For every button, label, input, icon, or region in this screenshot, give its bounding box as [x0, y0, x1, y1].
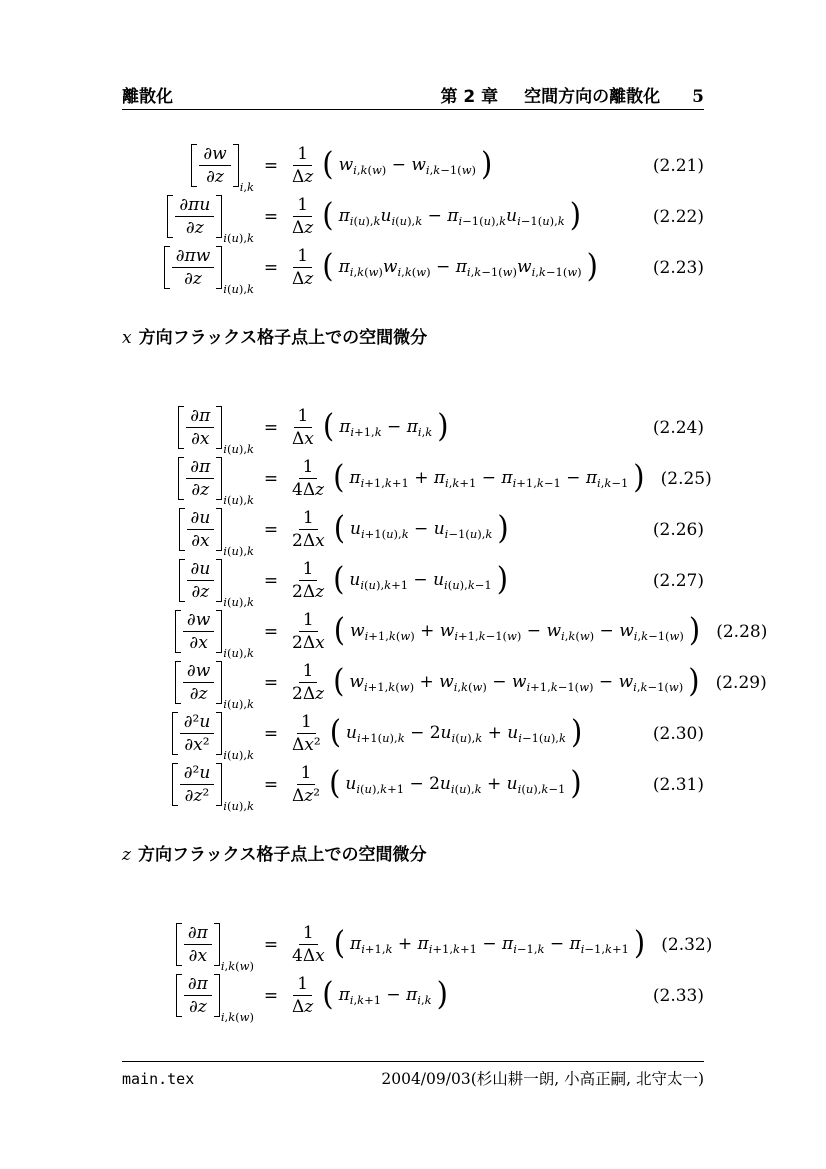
section-heading	[122, 328, 704, 349]
equation-lhs	[164, 245, 254, 297]
equals-sign: =	[263, 468, 279, 489]
coefficient-fraction: $\frac{1}{\Delta z}$	[292, 973, 314, 1017]
left-paren-icon: (	[333, 662, 345, 700]
bracket-group	[175, 610, 222, 653]
equation-row	[122, 191, 704, 246]
equation-number: (2.21)	[652, 155, 704, 176]
equals-sign: =	[263, 155, 279, 176]
equation-group	[122, 140, 704, 297]
equation-lhs	[176, 973, 254, 1025]
footer-credit: 2004/09/03(杉山耕一朗, 小高正嗣, 北守太一)	[381, 1070, 704, 1088]
equation-row	[122, 708, 704, 763]
right-bracket-icon	[216, 246, 222, 289]
equals-sign: =	[263, 206, 279, 227]
right-paren-icon: )	[633, 458, 645, 496]
equation-number: (2.23)	[652, 257, 704, 278]
equals-sign: =	[263, 570, 279, 591]
left-paren-icon: (	[333, 611, 346, 649]
lhs-derivative-fraction: $\frac{\partial\pi u}{\partial z}$	[175, 195, 214, 238]
equation-terms: $\pi_{i,k+1} - \pi_{i,k}$	[338, 984, 432, 1007]
lhs-derivative-fraction: $\frac{\partial\pi}{\partial x}$	[184, 923, 212, 966]
coefficient-fraction: $\frac{1}{\Delta z}$	[292, 194, 314, 238]
bracket-group	[172, 763, 223, 806]
right-bracket-icon	[216, 406, 222, 449]
equation-number: (2.22)	[652, 206, 704, 227]
equation-row	[122, 657, 767, 712]
lhs-derivative-fraction: $\frac{\partial\pi w}{\partial z}$	[172, 246, 215, 289]
equation-rhs	[288, 144, 492, 187]
section-heading	[122, 845, 704, 866]
equals-sign: =	[263, 417, 279, 438]
coefficient-fraction: $\frac{1}{\text{Δz²}}$	[292, 762, 321, 806]
equation-number: (2.25)	[660, 468, 712, 489]
equation-rhs	[288, 610, 700, 653]
equation-rhs	[288, 508, 509, 551]
equation-terms: $u_{i(u),k+1} - u_{i(u),k-1}$	[349, 569, 492, 592]
heading-text: 方向フラックス格子点上での空間微分	[137, 845, 427, 865]
right-bracket-icon	[233, 144, 239, 187]
grid-point-subscript: i(u),k	[223, 282, 254, 297]
equation-lhs	[179, 507, 254, 559]
equation-terms: $u_{i+1(u),k} - u_{i-1(u),k}$	[350, 518, 493, 541]
page-footer	[122, 1061, 704, 1089]
left-paren-icon: (	[333, 458, 345, 496]
equals-sign: =	[263, 519, 279, 540]
equals-sign: =	[263, 934, 279, 955]
grid-point-subscript: i(u),k	[223, 544, 254, 559]
bracket-group	[176, 923, 220, 966]
coefficient-fraction: $\frac{1}{\Delta z}$	[292, 143, 314, 187]
grid-point-subscript: i(u),k	[223, 442, 254, 457]
right-paren-icon: )	[570, 764, 582, 802]
right-paren-icon: )	[688, 662, 700, 700]
equation-row	[122, 242, 704, 297]
header-chapter-label: 第 2 章	[440, 87, 499, 107]
equation-number: (2.30)	[652, 723, 704, 744]
right-bracket-icon	[214, 923, 220, 966]
equation-rhs	[288, 763, 582, 806]
left-bracket-icon	[167, 195, 173, 238]
left-bracket-icon	[175, 610, 181, 653]
left-paren-icon: (	[329, 764, 341, 802]
lhs-derivative-fraction: $\frac{\text{∂²u}}{\text{∂x²}}$	[180, 712, 215, 755]
equals-sign: =	[263, 257, 279, 278]
equation-row	[122, 402, 704, 457]
coefficient-fraction: $\frac{1}{\Delta z}$	[292, 245, 314, 289]
bracket-group	[175, 661, 222, 704]
right-bracket-icon	[216, 559, 222, 602]
left-paren-icon: (	[333, 924, 346, 962]
lhs-derivative-fraction: $\frac{\partial u}{\partial z}$	[187, 559, 215, 602]
grid-point-subscript: i(u),k	[223, 595, 254, 610]
right-paren-icon: )	[569, 196, 582, 234]
equation-rhs	[288, 923, 645, 966]
equation-row	[122, 759, 704, 814]
left-bracket-icon	[172, 712, 178, 755]
equation-rhs	[288, 195, 581, 238]
equation-terms: $\pi_{i,k(w)}w_{i,k(w)} - \pi_{i,k-1(w)}w_{i,k-1(w)}$	[338, 256, 582, 279]
equation-row	[122, 606, 768, 661]
lhs-derivative-fraction: $\frac{\partial\pi}{\partial z}$	[184, 974, 212, 1017]
grid-point-subscript: i(u),k	[223, 799, 254, 814]
right-paren-icon: )	[633, 924, 646, 962]
right-paren-icon: )	[437, 407, 449, 445]
equation-lhs	[191, 143, 254, 195]
left-bracket-icon	[179, 559, 185, 602]
equals-sign: =	[263, 774, 279, 795]
header-right	[440, 88, 704, 106]
equation-terms: $\pi_{i+1,k+1} + \pi_{i,k+1} - \pi_{i+1,k-1} - \pi_{i,k-1}$	[349, 467, 629, 490]
bracket-group	[167, 195, 222, 238]
right-bracket-icon	[216, 763, 222, 806]
bracket-group	[178, 457, 222, 500]
equation-lhs	[175, 660, 254, 712]
right-paren-icon: )	[586, 247, 598, 285]
lhs-derivative-fraction: $\frac{\text{∂²u}}{\text{∂z²}}$	[180, 763, 215, 806]
equals-sign: =	[263, 621, 279, 642]
heading-math-var: x	[122, 328, 132, 348]
bracket-group	[178, 406, 222, 449]
equals-sign: =	[263, 985, 279, 1006]
equation-number: (2.29)	[715, 672, 767, 693]
grid-point-subscript: i(u),k	[223, 646, 254, 661]
bracket-group	[179, 508, 223, 551]
grid-point-subscript: i(u),k	[223, 231, 254, 246]
equation-row	[122, 970, 704, 1025]
equation-rhs	[288, 559, 508, 602]
coefficient-fraction: $\frac{1}{2\Delta z}$	[292, 660, 325, 704]
bracket-group	[191, 144, 238, 187]
equation-group	[122, 919, 713, 1025]
header-chapter-title: 空間方向の離散化	[524, 87, 661, 107]
equation-row	[122, 504, 704, 559]
left-paren-icon: (	[322, 196, 334, 234]
right-bracket-icon	[216, 661, 222, 704]
right-paren-icon: )	[481, 145, 493, 183]
equals-sign: =	[263, 723, 279, 744]
coefficient-fraction: $\frac{1}{2\Delta z}$	[292, 558, 325, 602]
equation-group	[122, 402, 768, 814]
coefficient-fraction: $\frac{1}{\Delta x}$	[292, 405, 314, 449]
left-bracket-icon	[179, 508, 185, 551]
lhs-derivative-fraction: $\frac{\partial w}{\partial z}$	[199, 144, 230, 187]
equation-terms: $u_{i(u),k+1} - 2u_{i(u),k} + u_{i(u),k-1}$	[345, 773, 566, 796]
left-bracket-icon	[178, 457, 184, 500]
equation-rhs	[288, 406, 449, 449]
grid-point-subscript: i(u),k	[223, 697, 254, 712]
right-bracket-icon	[216, 508, 222, 551]
grid-point-subscript: i(u),k	[223, 748, 254, 763]
equation-row	[122, 555, 704, 610]
left-paren-icon: (	[329, 713, 342, 751]
bracket-group	[164, 246, 223, 289]
equation-terms: $w_{i+1,k(w)} + w_{i+1,k-1(w)} - w_{i,k(w)} - w_{i,k-1(w)}$	[350, 620, 684, 643]
equation-terms: $\pi_{i+1,k} + \pi_{i+1,k+1} - \pi_{i-1,k} - \pi_{i-1,k+1}$	[350, 933, 629, 956]
equation-row	[122, 140, 704, 195]
left-bracket-icon	[164, 246, 170, 289]
right-bracket-icon	[214, 974, 220, 1017]
left-bracket-icon	[176, 923, 182, 966]
left-paren-icon: (	[322, 975, 334, 1013]
equation-lhs	[178, 405, 254, 457]
right-bracket-icon	[216, 712, 222, 755]
equation-number: (2.24)	[652, 417, 704, 438]
equation-terms: $\pi_{i+1,k} - \pi_{i,k}$	[339, 416, 433, 439]
right-paren-icon: )	[436, 975, 448, 1013]
coefficient-fraction: $\frac{1}{4\Delta x}$	[292, 922, 325, 966]
left-paren-icon: (	[322, 145, 334, 183]
equation-terms: $w_{i,k(w)} - w_{i,k-1(w)}$	[338, 154, 477, 177]
lhs-derivative-fraction: $\frac{\partial w}{\partial z}$	[183, 661, 214, 704]
left-paren-icon: (	[322, 407, 335, 445]
equation-terms: $u_{i+1(u),k} - 2u_{i(u),k} + u_{i-1(u),k}$	[346, 722, 566, 745]
equation-number: (2.31)	[652, 774, 704, 795]
equation-rhs	[288, 712, 582, 755]
bracket-group	[179, 559, 223, 602]
right-paren-icon: )	[570, 713, 583, 751]
equation-row	[122, 453, 712, 508]
equation-lhs	[172, 762, 254, 814]
lhs-derivative-fraction: $\frac{\partial\pi}{\partial z}$	[186, 457, 214, 500]
document-content	[122, 140, 768, 1025]
equation-number: (2.33)	[652, 985, 704, 1006]
equation-rhs	[288, 661, 700, 704]
equation-lhs	[167, 194, 254, 246]
equation-lhs	[178, 456, 254, 508]
page-header	[122, 88, 704, 106]
right-bracket-icon	[216, 610, 222, 653]
left-bracket-icon	[175, 661, 181, 704]
bracket-group	[172, 712, 223, 755]
equation-lhs	[176, 922, 254, 974]
lhs-derivative-fraction: $\frac{\partial w}{\partial x}$	[183, 610, 214, 653]
bracket-group	[176, 974, 220, 1017]
right-paren-icon: )	[496, 560, 509, 598]
coefficient-fraction: $\frac{1}{4\Delta z}$	[292, 456, 325, 500]
equation-rhs	[288, 457, 645, 500]
grid-point-subscript: i,k	[239, 180, 254, 195]
right-bracket-icon	[216, 195, 222, 238]
grid-point-subscript: i,k(w)	[220, 959, 254, 974]
equation-terms: $\pi_{i(u),k}u_{i(u),k} - \pi_{i-1(u),k}u_{i-1(u),k}$	[338, 205, 565, 228]
equation-terms: $w_{i+1,k(w)} + w_{i,k(w)} - w_{i+1,k-1(w)} - w_{i,k-1(w)}$	[349, 671, 684, 694]
coefficient-fraction: $\frac{1}{\text{Δx²}}$	[292, 711, 321, 755]
equation-number: (2.28)	[716, 621, 768, 642]
right-paren-icon: )	[688, 611, 701, 649]
heading-text: 方向フラックス格子点上での空間微分	[138, 328, 428, 348]
equals-sign: =	[263, 672, 279, 693]
equation-number: (2.26)	[652, 519, 704, 540]
left-paren-icon: (	[322, 247, 334, 285]
coefficient-fraction: $\frac{1}{2\Delta x}$	[292, 507, 325, 551]
left-bracket-icon	[172, 763, 178, 806]
header-rule	[122, 109, 704, 110]
equation-lhs	[179, 558, 254, 610]
equation-number: (2.27)	[652, 570, 704, 591]
left-bracket-icon	[191, 144, 197, 187]
header-running-title: 離散化	[122, 87, 173, 107]
grid-point-subscript: i(u),k	[223, 493, 254, 508]
equation-number: (2.32)	[661, 934, 713, 955]
header-page-number: 5	[692, 87, 704, 107]
grid-point-subscript: i,k(w)	[220, 1010, 254, 1025]
footer-filename: main.tex	[122, 1070, 195, 1088]
lhs-derivative-fraction: $\frac{\partial u}{\partial x}$	[187, 508, 215, 551]
right-bracket-icon	[216, 457, 222, 500]
left-paren-icon: (	[333, 560, 345, 598]
coefficient-fraction: $\frac{1}{2\Delta x}$	[292, 609, 325, 653]
equation-rhs	[288, 974, 448, 1017]
equation-lhs	[175, 609, 254, 661]
right-paren-icon: )	[497, 509, 509, 547]
equation-rhs	[288, 246, 598, 289]
left-bracket-icon	[176, 974, 182, 1017]
equation-row	[122, 919, 713, 974]
left-paren-icon: (	[333, 509, 346, 547]
heading-math-var: z	[122, 845, 131, 865]
equation-lhs	[172, 711, 254, 763]
lhs-derivative-fraction: $\frac{\partial\pi}{\partial x}$	[186, 406, 214, 449]
left-bracket-icon	[178, 406, 184, 449]
